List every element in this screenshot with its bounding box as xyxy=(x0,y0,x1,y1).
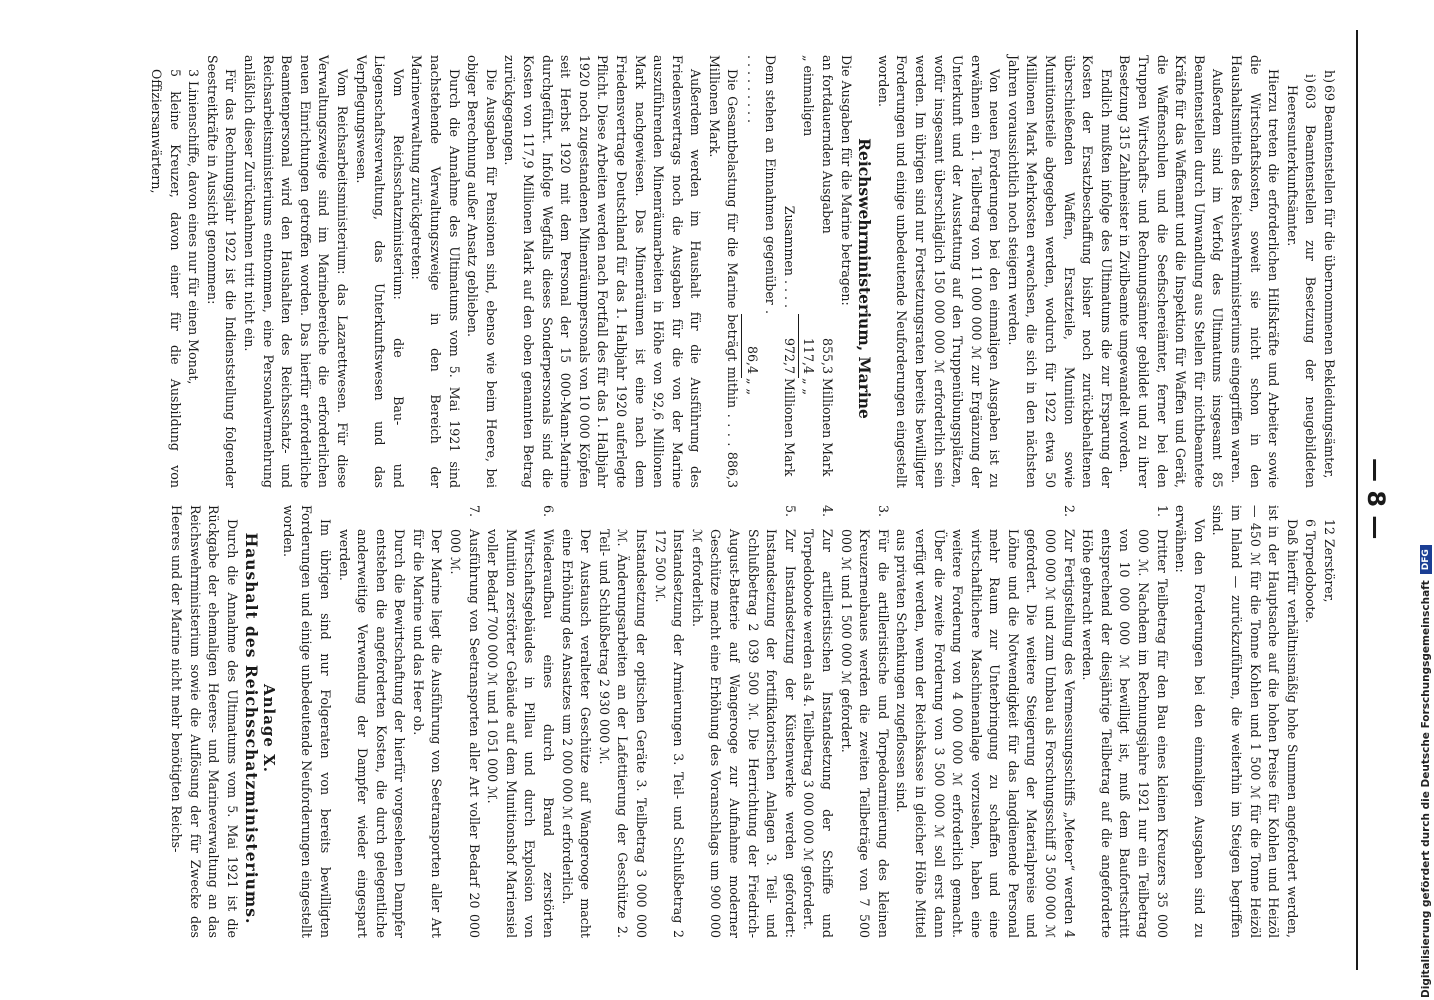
table-cell: 117,4 xyxy=(798,314,817,378)
paragraph: Die Ausgaben für die Marine betragen: xyxy=(838,55,854,306)
numbered-item xyxy=(483,505,557,938)
table-cell: 972,7 xyxy=(781,337,797,374)
numbered-item-continued xyxy=(408,505,445,938)
expenditure-table xyxy=(742,55,836,488)
table-cell: 86,4 xyxy=(742,314,779,378)
list-item-h xyxy=(1319,55,1338,488)
paragraph: 12 Zerstörer, xyxy=(1322,519,1337,603)
numbered-item-continued xyxy=(334,505,408,938)
item-text: Dritter Teilbetrag für den Bau eines kleinen Kreuzers 35 000 000 ℳ. Nachdem im Rechnungsjahre 1921 nur ein Teilbetrag von 10 000 000 ℳ bewilligt ist, muß dem Baufortschritt entsprechend der diesjährige Teilbetrag auf die angeforderte Höhe gebracht werden. xyxy=(1080,529,1170,938)
header-rule xyxy=(1356,30,1358,970)
table-row xyxy=(798,55,817,488)
list-item-i xyxy=(1282,55,1319,488)
item-number: 3. xyxy=(875,505,891,518)
numbered-item xyxy=(1078,505,1171,938)
item-text: Ausführung von Seetransporten aller Art voller Bedarf 20 000 000 ℳ. xyxy=(448,529,482,938)
paragraph: Für das Rechnungsjahr 1922 ist die Indienststellung folgender Seestreitkräfte in Aussicht genommen: xyxy=(204,55,239,488)
paragraph: 5 kleine Kreuzer, davon einer für die Ausbildung von Offiziersanwärtern, xyxy=(149,69,183,488)
numbered-item xyxy=(687,505,799,938)
table-cell: 855,3 xyxy=(819,337,835,374)
digitization-credit xyxy=(1420,298,1432,998)
table-row xyxy=(817,55,836,488)
table-row xyxy=(742,55,779,488)
table-row xyxy=(779,55,798,488)
item-text: Wiederaufbau eines durch Brand zerstörten Wirtschaftsgebäudes in Pillau und durch Explosion von Munition zerstörter Gebäude auf dem Munitionshof Mariensiel voller Bedarf 700 000 ℳ und 1 051 000 ℳ. xyxy=(485,529,557,938)
table-cell: „ einmaligen xyxy=(800,55,816,137)
numbered-item xyxy=(799,505,836,938)
paragraph: Im übrigen sind nur Folgeraten von bereits bewilligten Forderungen und einige unbedeutende Neuforderungen eingestellt worden. xyxy=(280,505,333,938)
list-text: 69 Beamtenstellen für die übernommenen Bekleidungsämter, xyxy=(1322,85,1337,479)
item-text: Instandsetzung der Armierungen 3. Teil- und Schlußbetrag 2 172 500 ℳ. xyxy=(652,529,687,938)
item-number: 4. xyxy=(819,505,835,518)
item-text: Zur artilleristischen Instandsetzung der Schiffe und Torpedoboote werden als 4. Teilbetrag 3 000 000 ℳ gefordert. xyxy=(801,529,835,938)
section-heading-marine: Reichswehrministerium, Marine xyxy=(855,138,875,419)
paragraph: Durch die Annahme des Ultimatums vom 5. Mai 1921 ist die Rückgabe der ehemaligen Heeres- und Marineverwaltung an das Reichswehrministerium sowie die Auflösung der für Zwecke des Heeres und der Marine nicht mehr benötigten Reichs- xyxy=(169,505,240,938)
right-column xyxy=(167,505,1338,938)
table-cell: „ „ xyxy=(744,378,760,396)
item-text: Durch die Bewirtschaftung der hierfür vorgesehenen Dampfer entstehen die angeforderten Kosten, die durch gelegentliche anderweitige Verwendung der Dampfer wieder eingespart werden. xyxy=(336,529,408,938)
item-number: 1. xyxy=(1154,505,1170,518)
dfg-logo: DFG xyxy=(1420,545,1432,574)
left-column xyxy=(147,55,1339,488)
paragraph: Die Gesamtbelastung für die Marine beträgt mithin . . . . 886,3 Millionen Mark. xyxy=(706,55,741,488)
paragraph: Außerdem sind im Verfolg des Ultimatums insgesamt 85 Beamtenstellen durch Umwandlung aus Stellen für nichtbeamtete Kräfte für das Waffenamt und die Inspektion für Waffen und Gerät, die Waffenschulen und die Seefischereiämter, ferner bei den Truppen Wirtschafts- und Rechnungsämter gebildet und zu ihrer Besetzung 315 Zahlmeister in Zivilbeamte umgewandelt worden. xyxy=(1117,55,1226,488)
table-cell: an fortdauernden Ausgaben xyxy=(819,55,835,234)
table-cell: Millionen Mark xyxy=(781,378,797,477)
table-cell: „ „ xyxy=(800,378,816,396)
paragraph: Daß hierfür verhältnismäßig hohe Summen angefordert werden, ist in der Hauptsache auf die hohen Preise für Kohlen und Heizöl — 450 ℳ für die Tonne Kohlen und 1 500 ℳ für die Tonne Heizöl im Inland — zurückzuführen, die weiterhin im Steigen begriffen sind. xyxy=(1210,505,1300,938)
item-text: Zur Fertigstellung des Vermessungsschiffs „Meteor“ werden 4 000 000 ℳ und zum Umbau als Forschungsschiff 3 500 000 ℳ gefordert. Die weitere Steigerung der Materialpreise und Löhne und die Notwendigkeit für das langdienende Personal mehr Raum zur Unterbringung zu schaffen und eine wirtschaftlichere Maschinenanlage vorzusehen, haben eine weitere Forderung von 4 000 000 ℳ erforderlich gemacht. Über die zweite Forderung von 3 500 000 ℳ soll erst dann verfügt werden, wenn der Reichskasse in gleicher Höhe Mittel aus privaten Schenkungen zugeflossen sind. xyxy=(894,529,1077,938)
numbered-item xyxy=(836,505,892,938)
numbered-item xyxy=(892,505,1078,938)
item-number: 7. xyxy=(466,505,482,518)
numbered-item-continued xyxy=(650,505,687,938)
paragraph: 3 Linienschiffe, davon eines nur für einen Monat, xyxy=(186,69,202,385)
paragraph: Vom Reichsarbeitsministerium: das Lazarettwesen. Für diese Verwaltungszweige sind im Marinebereiche die erforderlichen neuen Einrichtungen getroffen worden. Das hierfür erforderliche Beamtenpersonal wird den Haushalten des Reichsschatz- und Reichsarbeitsministeriums entnommen, eine Personalvermehrung anläßlich dieser Zurücknahmen tritt nicht ein. xyxy=(242,55,351,488)
item-number: 6. xyxy=(541,505,557,518)
paragraph: Hierzu treten die erforderlichen Hilfskräfte und Arbeiter sowie die Wirtschaftskosten, soweit sie nicht schon in den Haushaltsmitteln des Reichswehrministeriums eingegriffen waren. xyxy=(1229,55,1282,488)
table-cell: Zusammen . . . . xyxy=(781,205,797,308)
item-number: 2. xyxy=(1061,505,1077,518)
item-text: Zur Instandsetzung der Küstenwerke werden gefordert: Instandsetzung der fortifikatorischen Anlagen 3. Teil- und Schlußbetrag 2 039 500 ℳ. Die Herrichtung der Friedrich-August-Batterie auf Wangerooge zur Aufnahme moderner Geschütze macht eine Erhöhung des Voranschlags um 900 000 ℳ erforderlich. xyxy=(689,529,798,938)
annex-title: Haushalt des Reichsschatzministeriums. xyxy=(241,532,261,925)
table-cell: Millionen Mark xyxy=(819,378,835,477)
paragraph: Außerdem werden im Haushalt für die Ausführung des Friedensvertrags noch die Ausgaben für die von der Marine auszuführenden Minenräumarbeiten in Höhe von 92,6 Millionen Mark nachgewiesen. Das Minenräumen ist eine nach dem Friedensvertrage Deutschland für das 1. Halbjahr 1920 auferlegte Pflicht. Diese Arbeiten werden nach Fortfall des für das 1. Halbjahr 1920 noch zugestandenen Minenräumpersonals von 10 000 Köpfen seit Herbst 1920 mit dem Personal der 15 000-Mann-Marine durchgeführt. Infolge Wegfalls dieses Sonderpersonals sind die Kosten von 117,9 Millionen Mark auf den oben genannten Betrag zurückgegangen. xyxy=(502,55,704,488)
item-text: Für die artilleristische und Torpedoarmierung des kleinen Kreuzerneubaues werden die zweiten Teilbeträge von 7 500 000 ℳ und 1 500 000 ℳ gefordert. xyxy=(838,529,891,938)
credit-text: Digitalisierung gefördert durch die Deutsche Forschungsgemeinschaft xyxy=(1420,580,1432,998)
paragraph: Von neuen Forderungen bei den einmaligen Ausgaben ist zu erwähnen ein 1. Teilbetrag von 11 000 000 ℳ zur Ergänzung der Unterkunft und der Ausstattung auf den Truppenübungsplätzen, wofür insgesamt überschläglich 150 000 000 ℳ erforderlich sein werden. Im übrigen sind nur Fortsetzungsraten bereits bewilligter Forderungen und einige unbedeutende Neuforderungen eingestellt worden. xyxy=(875,55,1003,488)
paragraph: Die Ausgaben für Pensionen sind, ebenso wie beim Heere, bei obiger Berechnung außer Ansatz geblieben. xyxy=(465,55,499,488)
list-text: 603 Beamtenstellen zur Besetzung der neugebildeten Heeresunterkunftsämter. xyxy=(1284,85,1319,488)
paragraph: 6 Torpedoboote. xyxy=(1303,519,1319,623)
paragraph: Von den Forderungen bei den einmaligen Ausgaben sind zu erwähnen: xyxy=(1173,505,1207,938)
paragraph: Vom Reichsschatzministerium: die Bau- und Liegenschaftsverwaltung, das Unterkunftswesen und das Verpflegungswesen. xyxy=(353,55,406,488)
numbered-item xyxy=(446,505,483,938)
numbered-item-continued xyxy=(594,505,650,938)
item-number: 5. xyxy=(782,505,798,518)
annex-heading: Anlage X. xyxy=(260,683,279,774)
list-label: h) xyxy=(1322,69,1337,83)
paragraph: Durch die Annahme des Ultimatums vom 5. Mai 1921 sind nachstehende Verwaltungszweige in den Bereich der Marineverwaltung zurückgetreten: xyxy=(409,55,462,488)
item-text: Instandsetzung der optischen Geräte 3. Teilbetrag 3 000 000 ℳ. Änderungsarbeiten an der Lafettierung der Geschütze 2. Teil- und Schlußbetrag 2 930 000 ℳ. xyxy=(596,529,650,938)
list-label: i) xyxy=(1303,74,1319,83)
item-text: Der Austausch veralteter Geschütze auf Wangerooge macht eine Erhöhung des Ansatzes um 2 000 000 ℳ erforderlich. xyxy=(559,529,594,938)
page-number: — 8 — xyxy=(1362,458,1390,540)
numbered-item-continued xyxy=(557,505,594,938)
paragraph: Endlich mußten infolge des Ultimatums die zur Ersparung der Kosten der Ersatzbeschaffung bisher noch zurückbehaltenen überschießenden Waffen, Ersatzteile, Munition sowie Munitionsteile abgegeben werden, wodurch für 1922 etwa 50 Millionen Mark Mehrkosten erwachsen, die sich in den nächsten Jahren voraussichtlich noch steigern werden. xyxy=(1005,55,1114,488)
item-text: Der Marine liegt die Ausführung von Seetransporten aller Art für die Marine und das Heer ob. xyxy=(410,529,445,938)
table-cell: Dem stehen an Einnahmen gegenüber . . . . . . . . . . xyxy=(744,55,779,314)
